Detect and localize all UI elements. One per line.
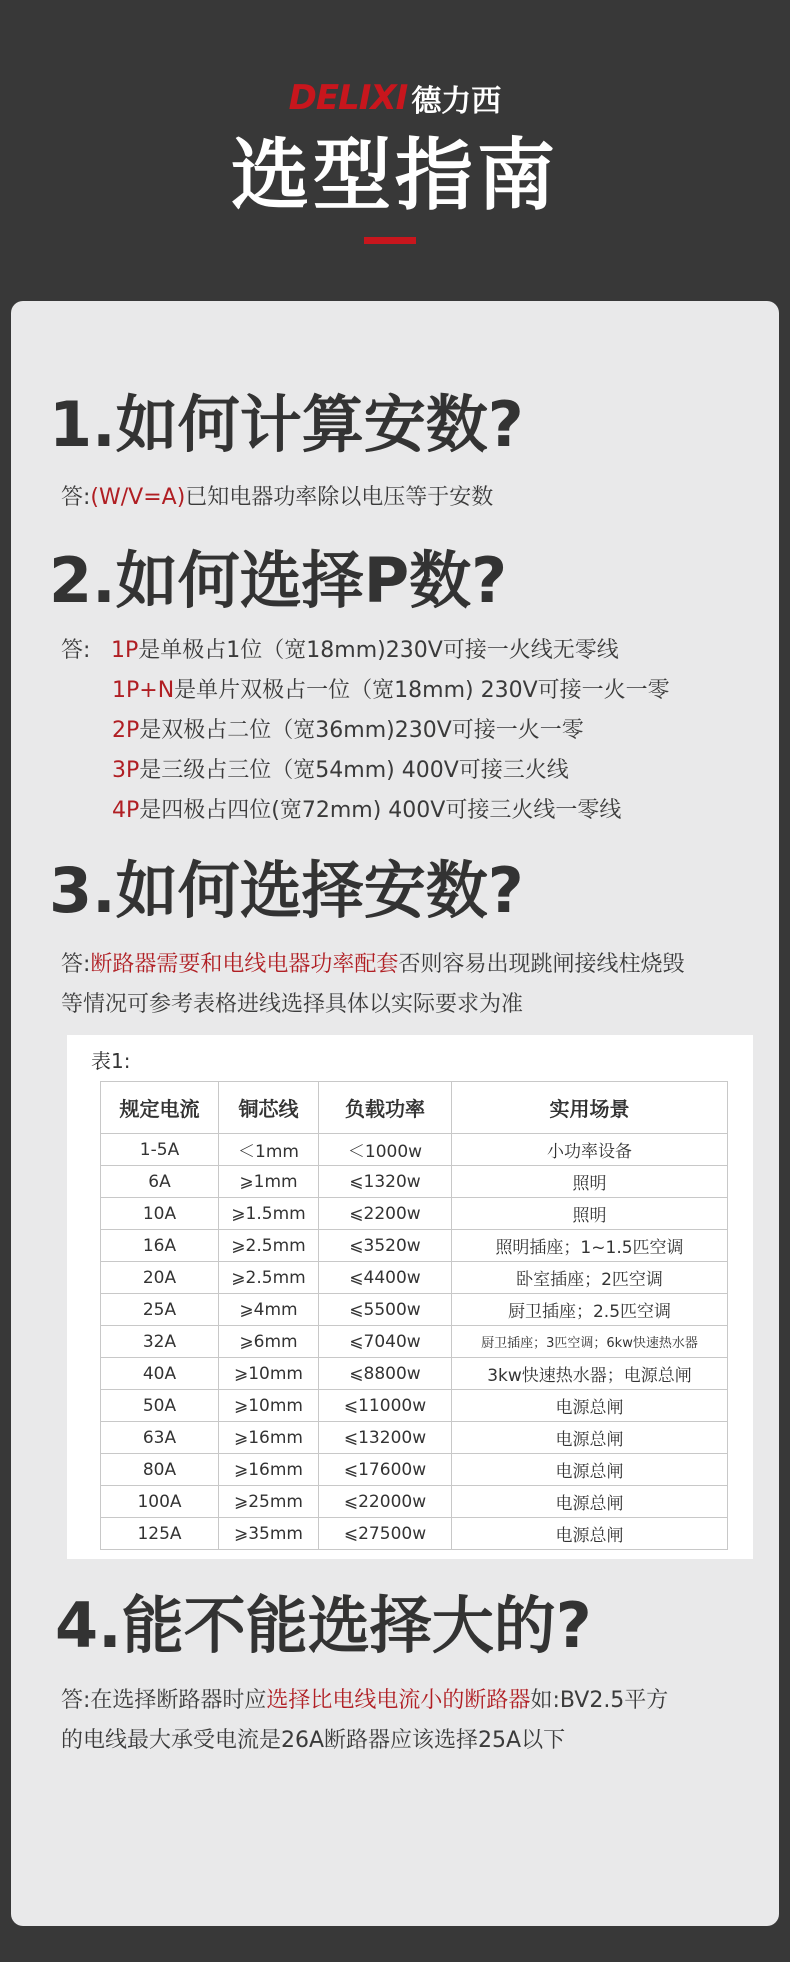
pole-desc: 是单极占1位（宽18mm)230V可接一火线无零线 [138,638,619,663]
content-card [11,301,779,1926]
pole-desc: 是四极占四位(宽72mm) 400V可接三火线一零线 [139,798,622,823]
pole-code: 2P [112,718,140,743]
cell-load-power: ⩽7040w [319,1326,452,1358]
answer-text: 已知电器功率除以电压等于安数 [185,485,494,510]
table-row [101,1486,728,1518]
cell-load-power: ⩽17600w [319,1454,452,1486]
pole-code: 4P [112,798,140,823]
cell-copper-wire: ⩾16mm [219,1422,319,1454]
cell-usage-scenario: 电源总闸 [452,1390,728,1422]
cell-load-power: ⩽22000w [319,1486,452,1518]
pole-code: 3P [112,758,140,783]
cell-load-power: ⩽13200w [319,1422,452,1454]
pole-code: 1P+N [112,678,175,703]
cell-copper-wire: ⩾25mm [219,1486,319,1518]
pole-desc: 是三级占三位（宽54mm) 400V可接三火线 [139,758,569,783]
answer-highlight: 选择比电线电流小的断路器 [266,1688,531,1713]
cell-usage-scenario: 厨卫插座；3匹空调；6kw快速热水器 [452,1326,728,1358]
answer-prefix: 答:在选择断路器时应 [61,1688,267,1713]
cell-rated-current: 100A [101,1486,219,1518]
cell-rated-current: 25A [101,1294,219,1326]
cell-copper-wire: ⩾4mm [219,1294,319,1326]
header-usage-scenario: 实用场景 [452,1082,728,1134]
cell-copper-wire: ⩾35mm [219,1518,319,1550]
table-header-row [101,1082,728,1134]
pole-code: 1P [111,638,139,663]
header-load-power: 负载功率 [319,1082,452,1134]
cell-rated-current: 10A [101,1198,219,1230]
cell-usage-scenario: 照明 [452,1166,728,1198]
cell-copper-wire: ⩾16mm [219,1454,319,1486]
table-row [101,1166,728,1198]
cell-load-power: ⩽27500w [319,1518,452,1550]
breaker-selection-table [100,1081,728,1550]
table-body [101,1134,728,1550]
pole-desc: 是单片双极占一位（宽18mm) 230V可接一火一零 [174,678,670,703]
answer-prefix: 答: [61,485,91,510]
cell-usage-scenario: 电源总闸 [452,1454,728,1486]
section-4-answer-line-1 [61,1681,668,1721]
cell-rated-current: 63A [101,1422,219,1454]
cell-rated-current: 20A [101,1262,219,1294]
page-title: 选型指南 [230,131,559,221]
cell-copper-wire: ⩾2.5mm [219,1262,319,1294]
cell-rated-current: 125A [101,1518,219,1550]
table-row [101,1230,728,1262]
section-3-answer-line-2: 等情况可参考表格进线选择具体以实际要求为准 [61,992,524,1017]
header [0,0,790,300]
header-rated-current: 规定电流 [101,1082,219,1134]
cell-copper-wire: ⩾10mm [219,1390,319,1422]
cell-load-power: ⩽2200w [319,1198,452,1230]
brand-logo [0,76,790,120]
table-row [101,1358,728,1390]
table-row [101,1422,728,1454]
answer-text: 否则容易出现跳闸接线柱烧毁 [398,952,685,977]
cell-load-power: ＜1000w [319,1134,452,1166]
header-copper-wire: 铜芯线 [219,1082,319,1134]
table-row [101,1262,728,1294]
answer-highlight: (W/V=A) [90,485,186,510]
cell-load-power: ⩽11000w [319,1390,452,1422]
cell-load-power: ⩽4400w [319,1262,452,1294]
section-3-answer-line-1 [61,945,684,985]
section-1-answer [61,478,493,518]
table-row [101,1198,728,1230]
table-row [101,1326,728,1358]
section-4-heading: 4.能不能选择大的? [55,1589,592,1662]
p-line-2p [112,711,584,751]
cell-copper-wire: ⩾1mm [219,1166,319,1198]
cell-load-power: ⩽1320w [319,1166,452,1198]
section-3-heading: 3.如何选择安数? [49,854,524,927]
cell-usage-scenario: 厨卫插座；2.5匹空调 [452,1294,728,1326]
title-underline [364,237,416,244]
cell-usage-scenario: 小功率设备 [452,1134,728,1166]
cell-usage-scenario: 电源总闸 [452,1486,728,1518]
table-caption: 表1: [91,1049,131,1073]
cell-rated-current: 6A [101,1166,219,1198]
cell-load-power: ⩽5500w [319,1294,452,1326]
brand-logo-latin: DELIXI [288,78,408,118]
table-row [101,1134,728,1166]
cell-usage-scenario: 照明插座；1~1.5匹空调 [452,1230,728,1262]
p-line-3p [112,751,569,791]
section-4-answer-line-2: 的电线最大承受电流是26A断路器应该选择25A以下 [61,1728,566,1753]
answer-highlight: 断路器需要和电线电器功率配套 [90,952,399,977]
p-line-4p [112,791,621,831]
cell-copper-wire: ＜1mm [219,1134,319,1166]
table-row [101,1390,728,1422]
cell-rated-current: 80A [101,1454,219,1486]
table-row [101,1518,728,1550]
pole-desc: 是双极占二位（宽36mm)230V可接一火一零 [139,718,584,743]
cell-copper-wire: ⩾10mm [219,1358,319,1390]
cell-rated-current: 40A [101,1358,219,1390]
cell-load-power: ⩽8800w [319,1358,452,1390]
cell-usage-scenario: 电源总闸 [452,1518,728,1550]
cell-rated-current: 50A [101,1390,219,1422]
cell-usage-scenario: 电源总闸 [452,1422,728,1454]
cell-usage-scenario: 卧室插座；2匹空调 [452,1262,728,1294]
section-2-prefix: 答: [61,638,91,663]
breaker-table-panel [67,1035,753,1559]
answer-text: 如:BV2.5平方 [530,1688,669,1713]
cell-rated-current: 32A [101,1326,219,1358]
cell-load-power: ⩽3520w [319,1230,452,1262]
section-1-heading: 1.如何计算安数? [49,388,524,461]
p-line-1p [111,631,619,671]
cell-copper-wire: ⩾2.5mm [219,1230,319,1262]
answer-prefix: 答: [61,952,91,977]
section-2-heading: 2.如何选择P数? [49,544,508,617]
p-line-1pn [112,671,670,711]
cell-rated-current: 16A [101,1230,219,1262]
table-row [101,1454,728,1486]
brand-logo-chinese: 德力西 [411,84,502,119]
cell-usage-scenario: 照明 [452,1198,728,1230]
cell-rated-current: 1-5A [101,1134,219,1166]
cell-copper-wire: ⩾1.5mm [219,1198,319,1230]
cell-copper-wire: ⩾6mm [219,1326,319,1358]
table-row [101,1294,728,1326]
cell-usage-scenario: 3kw快速热水器；电源总闸 [452,1358,728,1390]
